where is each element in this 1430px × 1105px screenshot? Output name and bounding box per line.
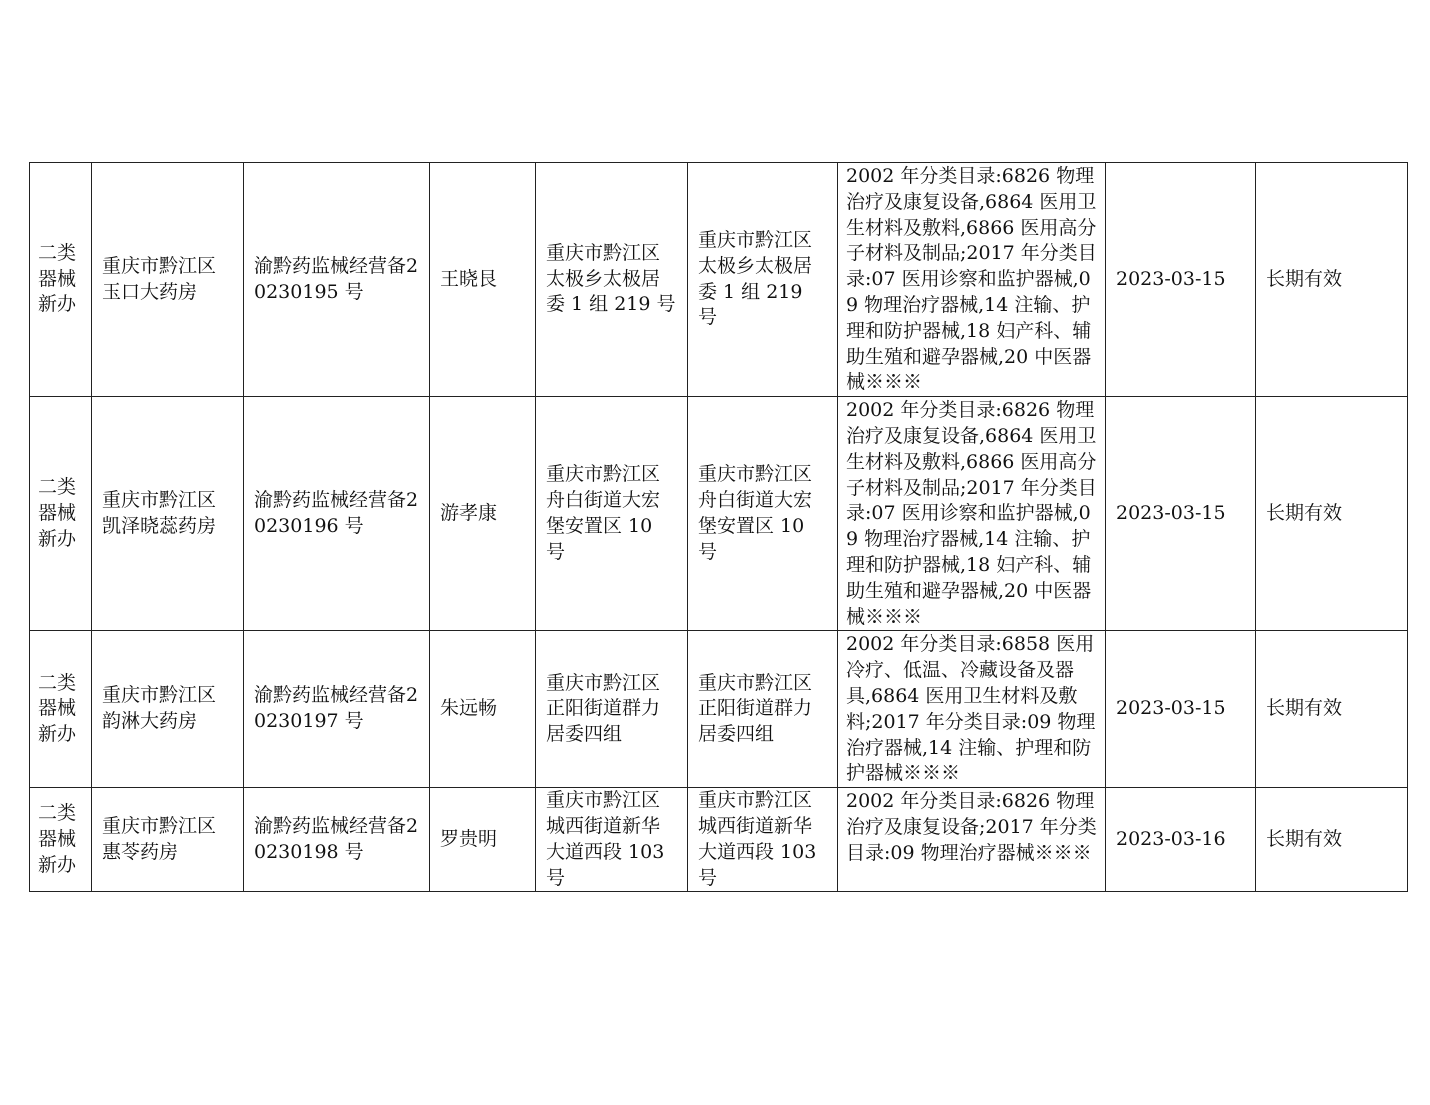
- responsible-person-cell: 游孝康: [430, 397, 536, 631]
- company-name-cell: 重庆市黔江区惠苓药房: [92, 788, 244, 892]
- filing-number-cell: 渝黔药监械经营备20230195 号: [244, 163, 430, 397]
- residence-address-cell: 重庆市黔江区城西街道新华大道西段 103 号: [536, 788, 688, 892]
- responsible-person-cell: 王晓艮: [430, 163, 536, 397]
- filing-type-cell: 二类器械新办: [30, 631, 92, 788]
- table-row: [30, 631, 1408, 788]
- filing-date-cell: 2023-03-15: [1106, 397, 1256, 631]
- validity-cell: 长期有效: [1256, 163, 1408, 397]
- business-scope-cell: 2002 年分类目录:6826 物理治疗及康复设备,6864 医用卫生材料及敷料,6866 医用高分子材料及制品;2017 年分类目录:07 医用诊察和监护器械,09 物理治疗器械,14 注输、护理和防护器械,18 妇产科、辅助生殖和避孕器械,20 中医器械※※※: [838, 163, 1106, 397]
- company-name-cell: 重庆市黔江区凯泽晓蕊药房: [92, 397, 244, 631]
- filing-records-table: [29, 162, 1408, 892]
- business-scope-cell: 2002 年分类目录:6826 物理治疗及康复设备,6864 医用卫生材料及敷料,6866 医用高分子材料及制品;2017 年分类目录:07 医用诊察和监护器械,09 物理治疗器械,14 注输、护理和防护器械,18 妇产科、辅助生殖和避孕器械,20 中医器械※※※: [838, 397, 1106, 631]
- table-row: [30, 788, 1408, 892]
- residence-address-cell: 重庆市黔江区舟白街道大宏堡安置区 10 号: [536, 397, 688, 631]
- premises-address-cell: 重庆市黔江区太极乡太极居委 1 组 219 号: [688, 163, 838, 397]
- validity-cell: 长期有效: [1256, 788, 1408, 892]
- filing-date-cell: 2023-03-15: [1106, 163, 1256, 397]
- filing-type-cell: 二类器械新办: [30, 163, 92, 397]
- residence-address-cell: 重庆市黔江区太极乡太极居委 1 组 219 号: [536, 163, 688, 397]
- premises-address-cell: 重庆市黔江区正阳街道群力居委四组: [688, 631, 838, 788]
- business-scope-cell: 2002 年分类目录:6826 物理治疗及康复设备;2017 年分类目录:09 物理治疗器械※※※: [838, 788, 1106, 892]
- residence-address-cell: 重庆市黔江区正阳街道群力居委四组: [536, 631, 688, 788]
- premises-address-cell: 重庆市黔江区舟白街道大宏堡安置区 10 号: [688, 397, 838, 631]
- filing-number-cell: 渝黔药监械经营备20230196 号: [244, 397, 430, 631]
- business-scope-cell: 2002 年分类目录:6858 医用冷疗、低温、冷藏设备及器具,6864 医用卫生材料及敷料;2017 年分类目录:09 物理治疗器械,14 注输、护理和防护器械※※※: [838, 631, 1106, 788]
- filing-number-cell: 渝黔药监械经营备20230197 号: [244, 631, 430, 788]
- responsible-person-cell: 罗贵明: [430, 788, 536, 892]
- table-row: [30, 163, 1408, 397]
- filing-date-cell: 2023-03-15: [1106, 631, 1256, 788]
- premises-address-cell: 重庆市黔江区城西街道新华大道西段 103 号: [688, 788, 838, 892]
- table-row: [30, 397, 1408, 631]
- filing-type-cell: 二类器械新办: [30, 788, 92, 892]
- validity-cell: 长期有效: [1256, 631, 1408, 788]
- responsible-person-cell: 朱远畅: [430, 631, 536, 788]
- validity-cell: 长期有效: [1256, 397, 1408, 631]
- filing-number-cell: 渝黔药监械经营备20230198 号: [244, 788, 430, 892]
- company-name-cell: 重庆市黔江区韵淋大药房: [92, 631, 244, 788]
- filing-type-cell: 二类器械新办: [30, 397, 92, 631]
- filing-date-cell: 2023-03-16: [1106, 788, 1256, 892]
- company-name-cell: 重庆市黔江区玉口大药房: [92, 163, 244, 397]
